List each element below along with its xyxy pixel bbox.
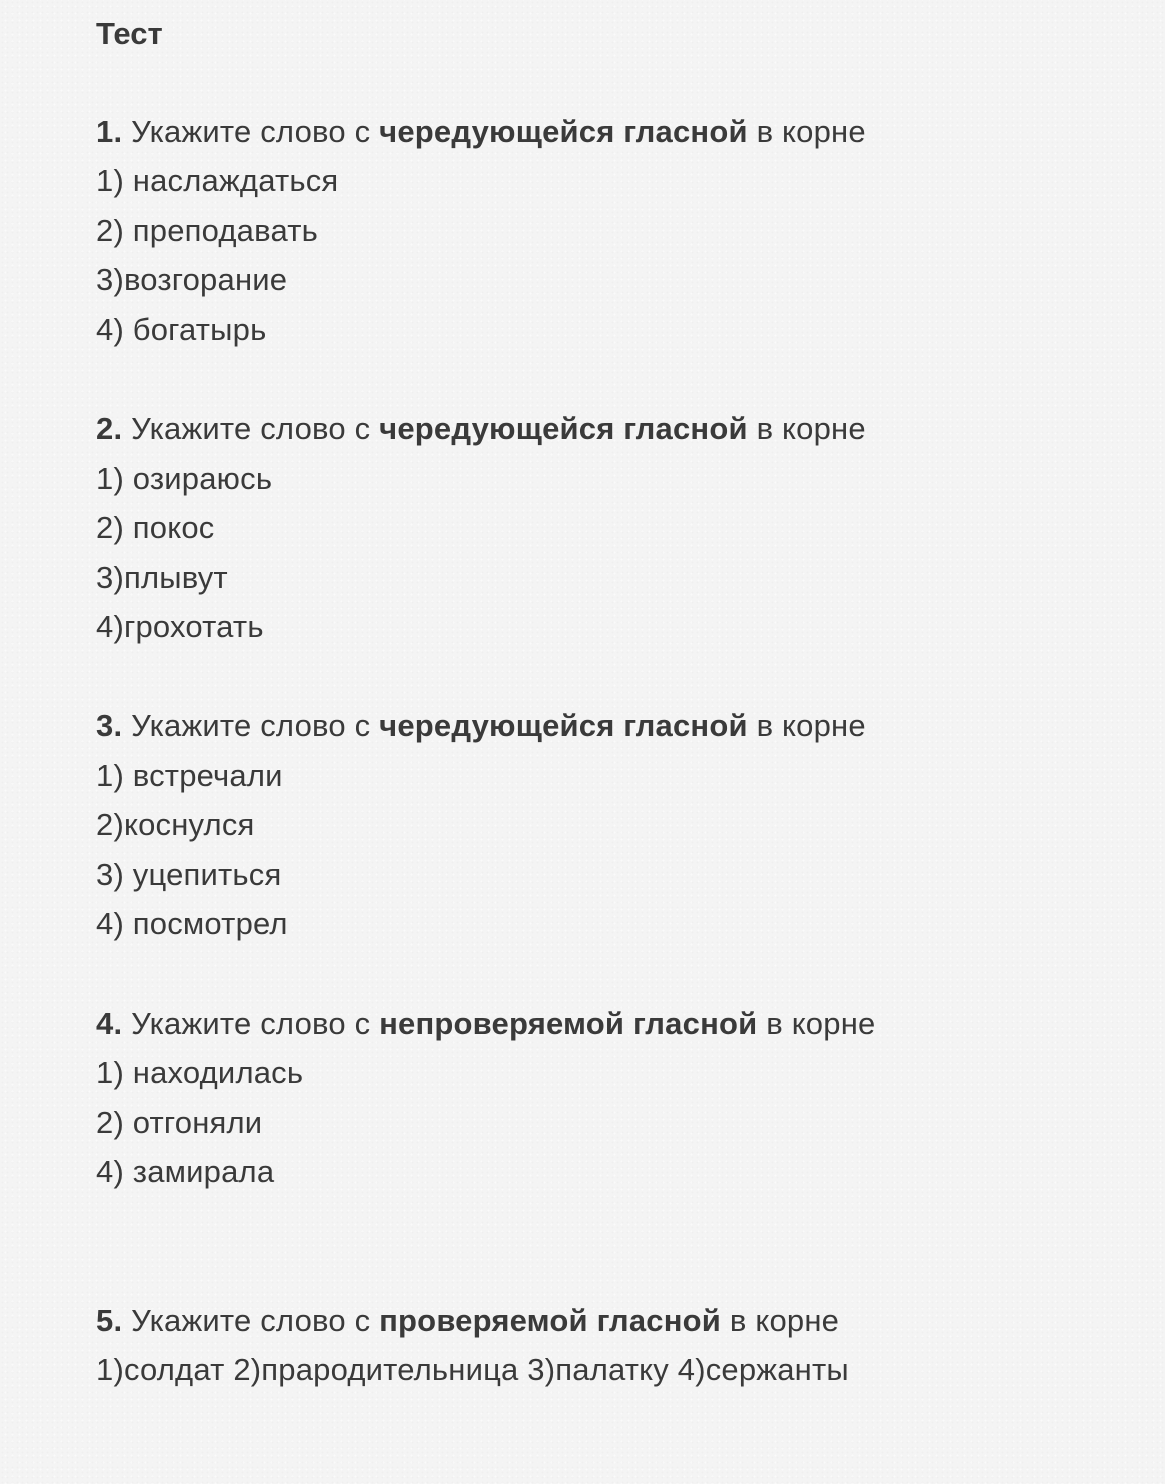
question-3-text-bold: чередующейся гласной [379,708,748,743]
question-3-text-before: Укажите слово с [131,708,371,743]
question-1-option-2: 2) преподавать [96,213,318,248]
question-5-text-after: в корне [729,1303,840,1338]
question-1-number: 1. [96,114,123,149]
question-3-option-1: 1) встречали [96,758,283,793]
question-4-text-bold: непроверяемой гласной [379,1006,758,1041]
question-2-option-3: 3)плывут [96,560,228,595]
question-3-option-4: 4) посмотрел [96,906,288,941]
question-4-option-3: 4) замирала [96,1154,275,1189]
question-1-text-bold: чередующейся гласной [379,114,748,149]
question-5-number: 5. [96,1303,123,1338]
question-3-option-3: 3) уцепиться [96,857,282,892]
question-1-option-1: 1) наслаждаться [96,163,339,198]
question-1-option-4: 4) богатырь [96,312,267,347]
question-3-prompt [96,706,866,746]
question-2-text-bold: чередующейся гласной [379,411,748,446]
question-1-text-after: в корне [756,114,866,149]
question-4-text-before: Укажите слово с [131,1006,371,1041]
question-2-option-2: 2) покос [96,510,215,545]
question-2-option-4: 4)грохотать [96,609,264,644]
question-3-option-2: 2)коснулся [96,807,255,842]
question-4-prompt [96,1004,875,1044]
question-3-number: 3. [96,708,123,743]
question-3-text-after: в корне [756,708,866,743]
question-4-number: 4. [96,1006,123,1041]
question-5-prompt [96,1301,839,1341]
question-2-text-after: в корне [756,411,866,446]
question-1-text-before: Укажите слово с [131,114,371,149]
question-5-options: 1)солдат 2)прародительница 3)палатку 4)сержанты [96,1352,849,1387]
question-2-text-before: Укажите слово с [131,411,371,446]
question-1-option-3: 3)возгорание [96,262,288,297]
question-4-option-1: 1) находилась [96,1055,304,1090]
question-2-number: 2. [96,411,123,446]
question-4-text-after: в корне [766,1006,876,1041]
question-5-text-before: Укажите слово с [131,1303,371,1338]
question-1-prompt [96,112,866,152]
document-title: Тест [96,16,163,51]
question-2-option-1: 1) озираюсь [96,461,273,496]
question-2-prompt [96,409,866,449]
question-4-option-2: 2) отгоняли [96,1105,263,1140]
question-5-text-bold: проверяемой гласной [379,1303,722,1338]
